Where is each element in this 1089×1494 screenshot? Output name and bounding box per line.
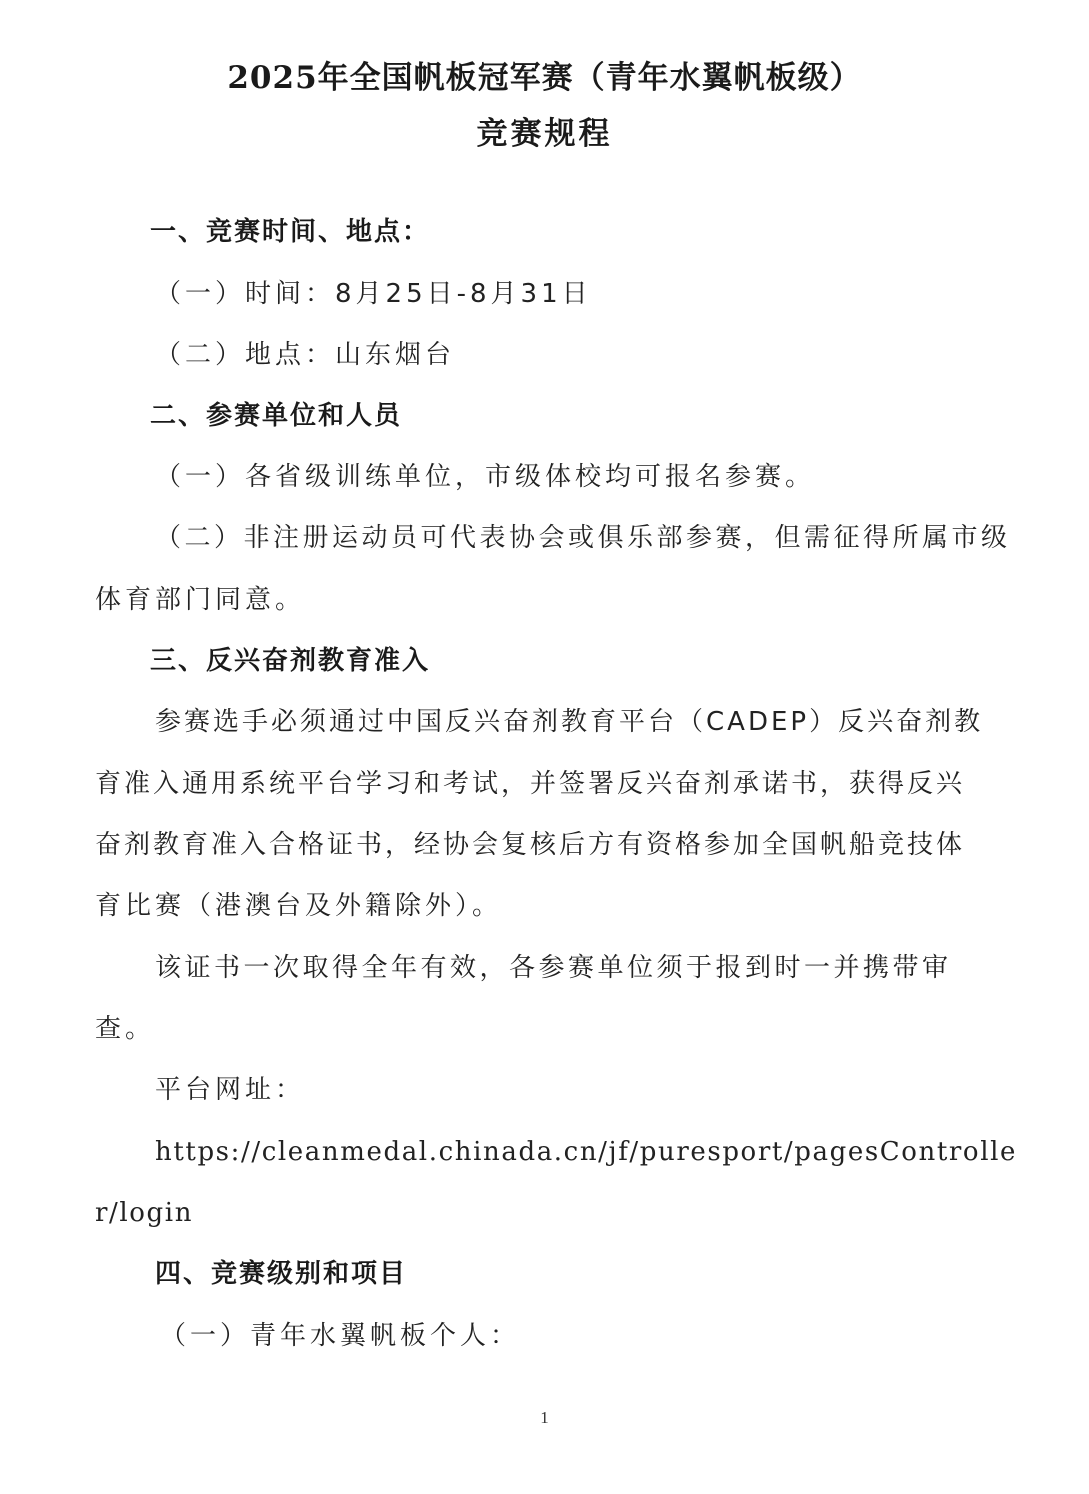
participant-item-2-line2: 体育部门同意。 xyxy=(95,585,306,615)
competition-time: （一）时间：8月25日-8月31日 xyxy=(155,279,592,309)
antidoping-paragraph-line1: 参赛选手必须通过中国反兴奋剂教育平台（CADEP）反兴奋剂教 xyxy=(155,707,984,737)
section-heading-1: 一、竞赛时间、地点： xyxy=(150,217,431,247)
platform-url-line2: r/login xyxy=(95,1198,194,1228)
antidoping-paragraph-line2: 育准入通用系统平台学习和考试，并签署反兴奋剂承诺书，获得反兴 xyxy=(95,769,966,799)
section-heading-2: 二、参赛单位和人员 xyxy=(150,401,403,431)
section-heading-4: 四、竞赛级别和项目 xyxy=(155,1259,408,1289)
certificate-paragraph-line2: 查。 xyxy=(95,1014,156,1044)
participant-item-2-line1: （二）非注册运动员可代表协会或俱乐部参赛，但需征得所属市级 xyxy=(155,523,1011,553)
page-number: 1 xyxy=(540,1408,549,1427)
platform-url-label: 平台网址： xyxy=(155,1075,306,1105)
antidoping-paragraph-line3: 奋剂教育准入合格证书，经协会复核后方有资格参加全国帆船竞技体 xyxy=(95,830,966,860)
certificate-paragraph-line1: 该证书一次取得全年有效，各参赛单位须于报到时一并携带审 xyxy=(155,953,952,983)
document-title: 2025年全国帆板冠军赛（青年水翼帆板级） xyxy=(227,60,862,96)
competition-place: （二）地点：山东烟台 xyxy=(155,340,456,370)
document-subtitle: 竞赛规程 xyxy=(476,116,613,152)
antidoping-paragraph-line4: 育比赛（港澳台及外籍除外）。 xyxy=(95,891,503,921)
participant-item-1: （一）各省级训练单位，市级体校均可报名参赛。 xyxy=(155,462,816,492)
platform-url-line1: https://cleanmedal.chinada.cn/jf/puresport/pagesControlle xyxy=(155,1137,1018,1167)
event-item-1: （一）青年水翼帆板个人： xyxy=(160,1321,521,1351)
section-heading-3: 三、反兴奋剂教育准入 xyxy=(150,646,431,676)
